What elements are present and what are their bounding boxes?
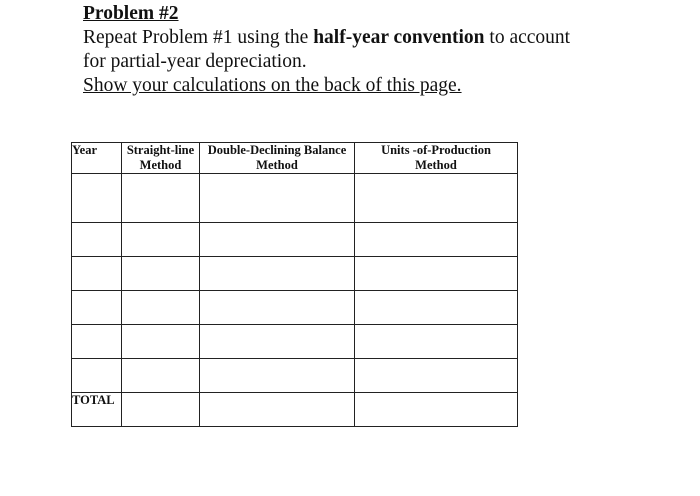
year-cell[interactable] [72, 325, 122, 359]
year-cell[interactable] [72, 257, 122, 291]
problem-instruction [83, 26, 683, 50]
ddb-cell[interactable] [200, 291, 355, 325]
table-row [72, 291, 518, 325]
table-row [72, 325, 518, 359]
header-year-label: Year [72, 143, 97, 157]
table-row [72, 359, 518, 393]
year-cell[interactable] [72, 291, 122, 325]
year-cell[interactable] [72, 359, 122, 393]
table-row [72, 223, 518, 257]
uop-cell[interactable] [355, 174, 518, 223]
ddb-cell[interactable] [200, 174, 355, 223]
header-straight-line-line2: Method [139, 158, 182, 172]
calculation-note: Show your calculations on the back of this page. [83, 75, 462, 96]
instruction-prefix: Repeat Problem #1 using the [83, 27, 314, 48]
header-straight-line [122, 143, 200, 174]
table-row [72, 257, 518, 291]
straight-line-cell[interactable] [122, 257, 200, 291]
uop-cell[interactable] [355, 291, 518, 325]
header-straight-line-line1: Straight-line [126, 143, 195, 157]
ddb-cell[interactable] [200, 359, 355, 393]
header-uop-line2: Method [415, 158, 457, 172]
total-straight-line-cell[interactable] [122, 393, 200, 427]
straight-line-cell[interactable] [122, 325, 200, 359]
header-uop-line1: Units -of-Production [381, 143, 491, 157]
instruction-suffix: to account [484, 27, 571, 48]
uop-cell[interactable] [355, 325, 518, 359]
uop-cell[interactable] [355, 257, 518, 291]
straight-line-cell[interactable] [122, 359, 200, 393]
straight-line-cell[interactable] [122, 174, 200, 223]
total-uop-cell[interactable] [355, 393, 518, 427]
ddb-cell[interactable] [200, 257, 355, 291]
problem-title: Problem #2 [83, 3, 179, 24]
straight-line-cell[interactable] [122, 223, 200, 257]
header-ddb-line2: Method [256, 158, 298, 172]
total-row [72, 393, 518, 427]
straight-line-cell[interactable] [122, 291, 200, 325]
year-cell[interactable] [72, 223, 122, 257]
header-row [72, 143, 518, 174]
instruction-line-2: for partial-year depreciation. [83, 51, 307, 72]
header-ddb-line1: Double-Declining Balance [207, 143, 347, 157]
uop-cell[interactable] [355, 359, 518, 393]
ddb-cell[interactable] [200, 223, 355, 257]
ddb-cell[interactable] [200, 325, 355, 359]
year-cell[interactable] [72, 174, 122, 223]
header-units-of-production [355, 143, 518, 174]
table-row [72, 174, 518, 223]
problem-block [83, 2, 683, 98]
total-ddb-cell[interactable] [200, 393, 355, 427]
header-double-declining [200, 143, 355, 174]
instruction-bold: half-year convention [313, 27, 485, 48]
uop-cell[interactable] [355, 223, 518, 257]
total-label: TOTAL [72, 393, 122, 427]
depreciation-table [71, 142, 518, 427]
header-year [72, 143, 122, 174]
